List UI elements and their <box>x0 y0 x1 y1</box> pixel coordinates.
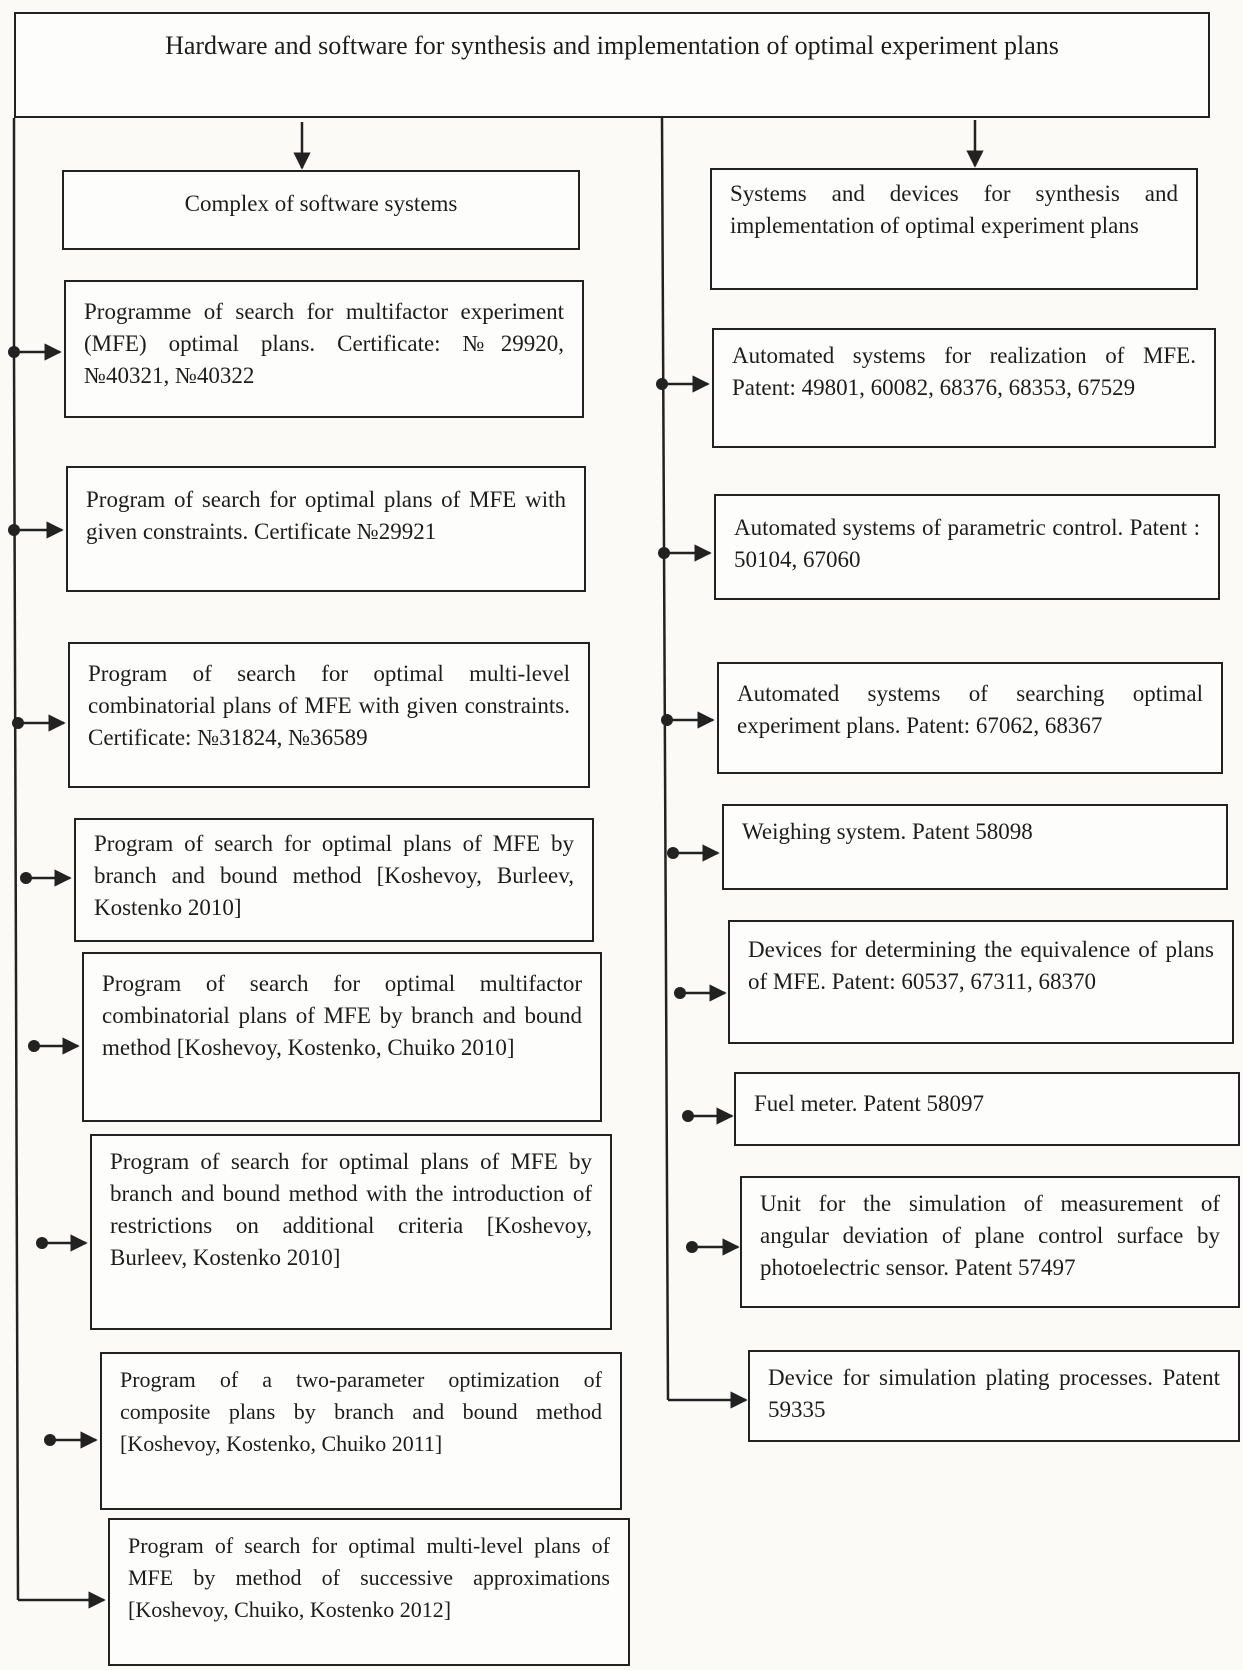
software-item-label: Program of search for optimal plans of MFE by branch and bound method [Koshevoy, Burleev, Kostenko 2010] <box>94 831 574 920</box>
software-item-label: Programme of search for multifactor experiment (MFE) optimal plans. Certificate: №29920, №40321, №40322 <box>84 299 564 388</box>
device-item-7 <box>740 1176 1240 1308</box>
software-item-1 <box>64 280 584 418</box>
device-item-5 <box>728 920 1234 1044</box>
device-item-4 <box>722 804 1228 890</box>
software-item-label: Program of search for optimal plans of MFE by branch and bound method with the introduction of restrictions on additional criteria [Koshevoy, Burleev, Kostenko 2010] <box>110 1149 592 1270</box>
right-branch-header <box>710 168 1198 290</box>
device-item-label: Automated systems for realization of MFE. Patent: 49801, 60082, 68376, 68353, 67529 <box>732 343 1196 400</box>
diagram-title: Hardware and software for synthesis and implementation of optimal experiment plans <box>165 31 1059 60</box>
title-box <box>14 12 1210 118</box>
software-item-2 <box>66 466 586 592</box>
device-item-1 <box>712 328 1216 448</box>
device-item-8 <box>748 1350 1240 1442</box>
device-item-2 <box>714 494 1220 600</box>
software-item-label: Program of search for optimal plans of MFE with given constraints. Certificate №29921 <box>86 487 566 544</box>
device-item-label: Devices for determining the equivalence of plans of MFE. Patent: 60537, 67311, 68370 <box>748 937 1214 994</box>
software-item-label: Program of search for optimal multi-level plans of MFE by method of successive approximations [Koshevoy, Chuiko, Kostenko 2012] <box>128 1533 610 1622</box>
device-item-6 <box>734 1072 1240 1146</box>
device-item-label: Device for simulation plating processes. Patent 59335 <box>768 1365 1220 1422</box>
device-item-label: Automated systems of parametric control. Patent : 50104, 67060 <box>734 515 1200 572</box>
left-header-label: Complex of software systems <box>184 191 458 216</box>
right-header-label: Systems and devices for synthesis and implementation of optimal experiment plans <box>730 181 1178 238</box>
software-item-5 <box>82 952 602 1122</box>
software-item-label: Program of a two-parameter optimization of composite plans by branch and bound method [Koshevoy, Kostenko, Chuiko 2011] <box>120 1367 602 1456</box>
device-item-label: Unit for the simulation of measurement of angular deviation of plane control surface by photoelectric sensor. Patent 57497 <box>760 1191 1220 1280</box>
software-item-label: Program of search for optimal multifactor combinatorial plans of MFE by branch and bound method [Koshevoy, Kostenko, Chuiko 2010] <box>102 971 582 1060</box>
software-item-8 <box>108 1518 630 1666</box>
software-item-label: Program of search for optimal multi-level combinatorial plans of MFE with given constraints. Certificate: №31824, №36589 <box>88 661 570 750</box>
device-item-label: Fuel meter. Patent 58097 <box>754 1091 984 1116</box>
device-item-label: Weighing system. Patent 58098 <box>742 819 1033 844</box>
device-item-3 <box>717 662 1223 774</box>
software-item-7 <box>100 1352 622 1510</box>
software-item-4 <box>74 818 594 942</box>
left-branch-header <box>62 170 580 250</box>
software-item-6 <box>90 1134 612 1330</box>
software-item-3 <box>68 642 590 788</box>
device-item-label: Automated systems of searching optimal experiment plans. Patent: 67062, 68367 <box>737 681 1203 738</box>
